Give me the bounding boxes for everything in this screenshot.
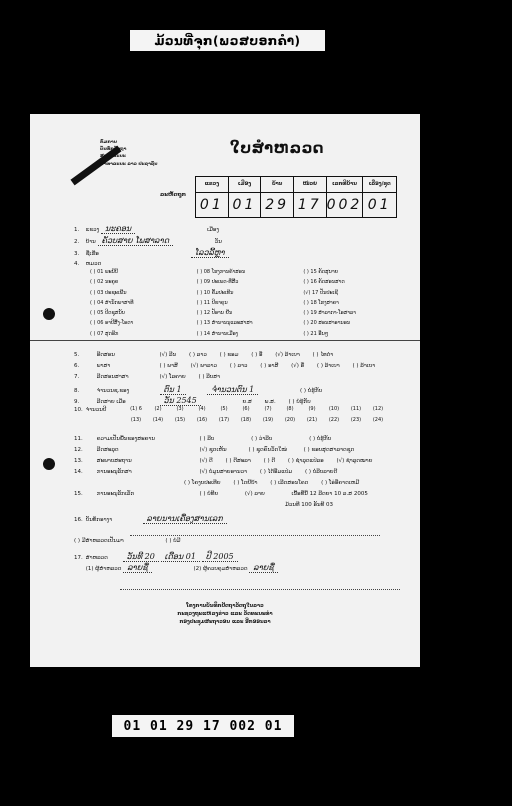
count-cell: (22) bbox=[328, 417, 340, 423]
count-row bbox=[125, 418, 389, 424]
option-item[interactable]: ( ) 05 ປີດຊຸສນັບ bbox=[90, 310, 125, 316]
field-label: ບ້ານ bbox=[85, 239, 96, 245]
count-cell: (5) bbox=[220, 406, 228, 412]
form-title: ໃບສຳຫລວດ bbox=[230, 139, 324, 157]
choice[interactable]: ( ) ດີ bbox=[263, 458, 276, 464]
question-num: 5. bbox=[74, 352, 80, 358]
top-label: ມ້ວນທີ່ຈຸກ(ພວສບອກຄຳ) bbox=[130, 30, 325, 51]
field-label: ຊື່ເຮືອ bbox=[85, 251, 99, 257]
question-label: ບັນທຶກອາງາ bbox=[85, 517, 113, 523]
code-header: ເລື່ອງ/ຊຸດ bbox=[363, 177, 396, 193]
field-value: ຄັວບສາຍ ໂພສາລາດ bbox=[98, 236, 174, 246]
field-label: ວັນ bbox=[214, 239, 222, 245]
question-label: ອີດສອນ bbox=[96, 352, 115, 358]
field-value: ນະຄອນ bbox=[101, 224, 135, 234]
question-row bbox=[285, 502, 333, 508]
choice[interactable]: ( ) ໂຄງບປະເທີຍ bbox=[184, 480, 221, 486]
handwritten-value: ຕົນ 1 bbox=[160, 385, 186, 395]
choice: ຍ.ສ bbox=[242, 399, 252, 405]
question-num: 9. bbox=[74, 399, 80, 405]
question-row bbox=[74, 552, 238, 561]
count-cell: (3) bbox=[176, 406, 184, 412]
category-options bbox=[90, 270, 410, 337]
field-row bbox=[74, 261, 101, 267]
option-item[interactable]: ( ) 03 ປະຊະເພີ້ນ bbox=[90, 289, 127, 296]
field-label: ແຂວງ bbox=[85, 227, 100, 233]
question-label: (1) ຜູ້ສຳຫລວດ bbox=[85, 566, 122, 572]
question-label: ພາສາ bbox=[96, 363, 111, 369]
punch-hole bbox=[43, 308, 55, 320]
question-num: 13. bbox=[74, 458, 83, 464]
code-label: ລະຫັດຖູກ bbox=[160, 192, 187, 198]
blank-line bbox=[120, 588, 400, 590]
count-cell: (17) bbox=[218, 417, 230, 423]
fold-line bbox=[30, 340, 420, 341]
option-item[interactable]: ( ) 01 ພະນີບີ bbox=[90, 269, 119, 275]
option-item[interactable]: ( ) 13 ສຳນານນຸແລະສາສາ bbox=[196, 320, 253, 327]
count-cell: (6) bbox=[242, 406, 250, 412]
handwritten-value: ລາຍນານເຄື່ອງສານເລກ bbox=[143, 514, 227, 524]
choice[interactable]: ( ) ອາສີ bbox=[260, 363, 279, 369]
choice[interactable]: ( ) ບໍ່ຮູ້ກັບ bbox=[288, 399, 311, 405]
code-value: 29 bbox=[261, 193, 294, 217]
choice[interactable]: ( ) ຂອບສຸດສາລາດຊຸດ bbox=[303, 447, 355, 453]
handwritten-value: ວັນ 2545 bbox=[160, 396, 201, 406]
question-row bbox=[74, 407, 126, 413]
field-row bbox=[74, 236, 222, 245]
field-label: ຫມວດ bbox=[85, 261, 102, 267]
choice[interactable]: (√) ລີນ bbox=[159, 352, 177, 358]
count-cell: (21) bbox=[306, 417, 318, 423]
choice[interactable]: ( ) ລ້າເບາ bbox=[316, 363, 340, 369]
choice[interactable]: (√) ລາຍ bbox=[244, 491, 265, 497]
count-cell: (7) bbox=[264, 406, 272, 412]
question-num: 15. bbox=[74, 491, 83, 497]
choice[interactable]: ( ) ລາວ bbox=[189, 352, 207, 358]
count-cell: (15) bbox=[174, 417, 186, 423]
question-num: 10. bbox=[74, 407, 83, 413]
choice[interactable]: ( ) ໂດຍີບ້າ bbox=[233, 480, 258, 486]
header-line: ສາທາລະນະ bbox=[100, 154, 126, 160]
count-cell: (4) bbox=[198, 406, 206, 412]
count-cell: (19) bbox=[262, 417, 274, 423]
code-header: ແຂວງ bbox=[196, 177, 229, 193]
count-cell: (24) bbox=[372, 417, 384, 423]
footer-line: ກອງປະຊຸມສະຖາວອນ ແລະ ອີກອອນລາ bbox=[179, 619, 271, 625]
choice[interactable]: ( ) ລາວ bbox=[229, 363, 248, 369]
question-label: ການອະນຸລັກເລັກ bbox=[96, 491, 135, 497]
footer-line: ກະຊວງຖະແຫລງຂ່າວ ແລະ ວັດທະນະທຳ bbox=[177, 611, 273, 617]
option-item[interactable]: ( ) 11 ປີຂາຄຸນ bbox=[196, 299, 228, 306]
code-value: 01 bbox=[229, 193, 262, 217]
question-num: 17. bbox=[74, 555, 83, 561]
signature-value: ລາຍຊື່ bbox=[249, 563, 277, 573]
choice[interactable]: ( ) ບໍ່ທີຍ bbox=[199, 491, 219, 497]
question-num: 11. bbox=[74, 436, 83, 442]
option-item[interactable]: ( ) 12 ປັອານ ຢືນ bbox=[196, 310, 233, 316]
option-item[interactable]: ( ) 06 ອາປີສີ້ງ-ໂອດາ bbox=[90, 320, 134, 327]
field-row bbox=[74, 224, 219, 233]
choice[interactable]: (√) ຊຸດເຫັນ bbox=[199, 447, 227, 453]
question-label: ລີດສາຍ ເມືອ bbox=[96, 399, 126, 405]
question-label: ຈຳນວນປີ bbox=[85, 407, 107, 413]
code-value: 17 bbox=[294, 193, 327, 217]
question-label: ລີດສອນສາສາ bbox=[96, 374, 129, 380]
choice[interactable]: ( ) ຊຸດຄົນວັດໃໝ່ bbox=[248, 447, 287, 453]
choice[interactable]: (√) ລ້າເບາ bbox=[275, 352, 300, 358]
option-item[interactable]: ( ) 04 ສຳນັກພາສາທີ bbox=[90, 299, 134, 306]
signature-value: ລາຍຊື່ bbox=[123, 563, 151, 573]
choice[interactable]: (√) ພາລາວ bbox=[190, 363, 217, 369]
choice[interactable]: (√) ບໍ່ມູນສາຍອານວາ bbox=[199, 469, 248, 475]
question-row bbox=[74, 374, 231, 380]
question-row bbox=[74, 514, 227, 523]
header-line: ກົມການ bbox=[100, 140, 117, 145]
option-item[interactable]: ( ) 14 ສຳນານເມືອງ bbox=[196, 330, 239, 337]
code-grid bbox=[195, 176, 397, 218]
count-row bbox=[125, 407, 389, 413]
count-cell: (2) bbox=[154, 406, 162, 412]
field-num: 2. bbox=[74, 239, 80, 245]
header-block bbox=[100, 140, 157, 169]
choice[interactable]: ( ) ດີສະລາ bbox=[225, 458, 251, 464]
field-row bbox=[74, 248, 229, 257]
question-num: 6. bbox=[74, 363, 80, 369]
header-line: ບັນທຶກປັດຖາ bbox=[100, 147, 127, 153]
option-item[interactable]: ( ) 08 ໂຮງການຄ້າສອນ bbox=[196, 269, 246, 275]
question-row bbox=[74, 363, 386, 369]
field-num: 4. bbox=[74, 261, 80, 267]
option-item[interactable]: ( ) 16 ຄັດສອນສາດ bbox=[303, 279, 345, 286]
count-cell: (13) bbox=[130, 417, 142, 423]
field-num: 1. bbox=[74, 227, 80, 233]
roll-text: ມ້ວນທີ 100 ອັນທີ 03 bbox=[285, 502, 334, 508]
choice[interactable]: (√) ອື່ bbox=[291, 363, 305, 369]
option-item[interactable]: ( ) 21 ອື່ນໆ bbox=[303, 330, 329, 337]
handwritten-value: ເດືອນ 01 bbox=[161, 552, 200, 562]
question-row bbox=[184, 480, 370, 486]
count-cell: (18) bbox=[240, 417, 252, 423]
option-item[interactable]: ( ) 18 ໂຮງສາຄາ bbox=[303, 299, 339, 306]
choice[interactable]: ( ) ອື່ bbox=[251, 352, 263, 358]
choice[interactable]: ( ) ລ້າເບາ bbox=[352, 363, 376, 369]
choice[interactable]: ( ) ຊຳລຸດແປ່ລອ bbox=[287, 458, 324, 464]
count-cell: (12) bbox=[372, 406, 384, 412]
option-item[interactable]: ( ) 20 ສອນສາອານອນ bbox=[303, 320, 351, 327]
count-cell: (11) bbox=[350, 406, 362, 412]
field-num: 3. bbox=[74, 251, 80, 257]
handwritten-value: ຈຳນວນຕົນ 1 bbox=[207, 385, 258, 395]
choice: ພ.ສ. bbox=[264, 399, 276, 405]
count-cell: (20) bbox=[284, 417, 296, 423]
question-num: 14. bbox=[74, 469, 83, 475]
code-header: ບ້ານ bbox=[261, 177, 294, 193]
field-value: ໂລວລີ້ຫຼາ bbox=[191, 248, 229, 258]
count-cell: (23) bbox=[350, 417, 362, 423]
option-item[interactable]: ( ) 02 ນະຄູຄ bbox=[90, 279, 119, 286]
question-label: ຄວາມເປັນພື້ນຂອງສະຄານ bbox=[96, 436, 155, 442]
code-header: ເລກທີບ້ານ bbox=[327, 177, 364, 193]
choice[interactable]: ( ) ບໍ່ຮູ້ກັບ bbox=[309, 436, 332, 442]
question-num: 16. bbox=[74, 517, 83, 523]
question-label: ລີດສະລຸດ bbox=[96, 447, 119, 453]
code-value: 002 bbox=[327, 193, 364, 217]
count-cell: (16) bbox=[196, 417, 208, 423]
choice[interactable]: ( ) ໄທດຳ bbox=[312, 352, 334, 358]
choice[interactable]: ( ) ພາສີ bbox=[159, 363, 178, 369]
choice[interactable]: ( ) ໂອ່ອີ່ຄາດເຫມີ bbox=[321, 480, 360, 486]
question-label: ສະພາບສະຖານ bbox=[96, 458, 132, 464]
choice[interactable]: ( ) ຂອມ bbox=[219, 352, 239, 358]
question-row bbox=[74, 396, 322, 405]
choice[interactable]: (√) ຊຳລຸດໝາຍ bbox=[336, 458, 373, 464]
choice[interactable]: (√) ໂລຄາຍ bbox=[159, 374, 186, 380]
question-row bbox=[74, 458, 383, 464]
question-row bbox=[74, 469, 348, 475]
question-label: ສຳຫລວດ bbox=[85, 555, 108, 561]
choice[interactable]: ( ) ມີສຳຫລວດເປັນມາ bbox=[74, 538, 124, 544]
code-value: 01 bbox=[367, 196, 392, 213]
question-row bbox=[74, 538, 192, 544]
choice[interactable]: ( ) ໄດ້ອີ່ມແປ່ມ bbox=[259, 469, 293, 475]
code-value: 01 bbox=[196, 193, 229, 217]
handwritten-value: ວັນທີ 20 bbox=[123, 552, 159, 562]
field-label: ເມືອງ bbox=[206, 227, 219, 233]
question-label: (2) ຜູ້ຄວບຄຸມສຳຫລວດ bbox=[193, 566, 248, 572]
choice[interactable]: ( ) ລີບ bbox=[199, 436, 215, 442]
code-header: ໜ່ວຍ bbox=[294, 177, 327, 193]
question-row bbox=[74, 563, 278, 572]
punch-hole bbox=[43, 458, 55, 470]
count-cell: (8) bbox=[286, 406, 294, 412]
question-num: 12. bbox=[74, 447, 83, 453]
option-item[interactable]: (√) 17 ປັນປະເຊີ bbox=[303, 289, 338, 296]
choice[interactable]: ( ) ເລີດສອນໂຄດ bbox=[270, 480, 309, 486]
question-row bbox=[74, 436, 342, 442]
bottom-code-label: 01 01 29 17 002 01 bbox=[112, 715, 294, 737]
date-text: ເນື້ອທີ່ນີ້ 12 ລີດຍາ 10 ລ.ສ 2005 bbox=[291, 491, 368, 497]
question-row bbox=[74, 491, 379, 497]
question-row bbox=[74, 447, 365, 453]
footer-line: ໂຄງການບັນທຶກປັດຖາວັດຖຸໃນລາວ bbox=[186, 603, 264, 609]
handwritten-value: ປີ 2005 bbox=[202, 552, 238, 562]
choice[interactable]: ( ) ບໍ່ຮູ້ກັບ bbox=[300, 388, 323, 394]
choice[interactable]: (√) ດີ bbox=[199, 458, 213, 464]
question-num: 8. bbox=[74, 388, 80, 394]
question-label: ຈຳນວນຊ.ຂອງ bbox=[96, 388, 130, 394]
count-cell: (10) bbox=[328, 406, 340, 412]
question-row bbox=[74, 352, 344, 358]
choice[interactable]: ( ) ບໍ່ມີ bbox=[165, 538, 181, 544]
option-item[interactable]: ( ) 15 ຄັດສຸນາຍ bbox=[303, 269, 339, 275]
question-row bbox=[74, 385, 333, 394]
option-item[interactable]: ( ) 09 ປະເພດ-ທີ່ສີ້ວ bbox=[196, 279, 239, 286]
header-line: ສາທາລະນະ ລາວ ປະຊາຊົນ bbox=[100, 161, 158, 167]
choice[interactable]: ( ) ວ່າລີບ bbox=[251, 436, 273, 442]
count-cell: (14) bbox=[152, 417, 164, 423]
question-num: 7. bbox=[74, 374, 80, 380]
option-item[interactable]: ( ) 19 ສຳລາກາ-ໂອສາລາ bbox=[303, 310, 356, 316]
option-item[interactable]: ( ) 10 ຄັ້ມປະເທີນ bbox=[196, 289, 234, 296]
option-item[interactable]: ( ) 07 ສຸດອີກ bbox=[90, 330, 119, 337]
blank-line bbox=[130, 534, 380, 536]
question-label: ການອະນຸລັກສາ bbox=[96, 469, 132, 475]
choice[interactable]: ( ) ບໍ່ລີບລາຍດີ bbox=[305, 469, 338, 475]
choice[interactable]: ( ) ລີບສາ bbox=[198, 374, 221, 380]
survey-form-page bbox=[30, 114, 420, 667]
count-cell: (9) bbox=[308, 406, 316, 412]
count-cell: (1) 6 bbox=[130, 406, 142, 412]
code-header: ເມືອງ bbox=[229, 177, 262, 193]
